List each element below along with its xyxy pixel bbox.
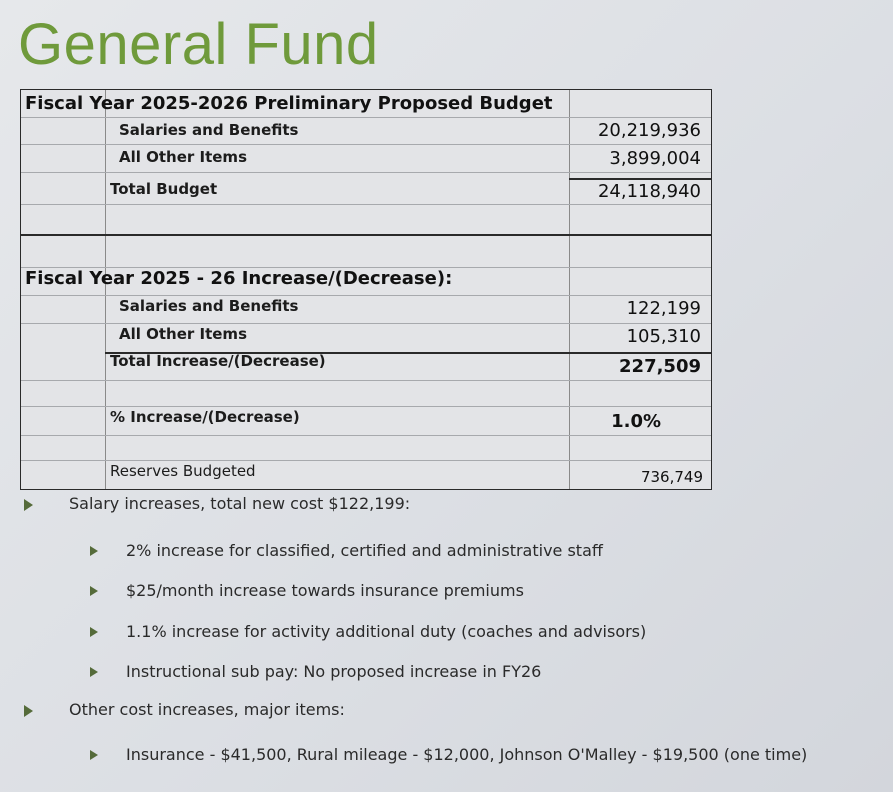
bullet-salary-increases: Salary increases, total new cost $122,199: xyxy=(69,494,411,513)
row-amount-reserves-budgeted: 736,749 xyxy=(640,468,703,486)
sub-bullet-activity-duty: 1.1% increase for activity additional duty (coaches and advisors) xyxy=(126,622,647,641)
sub-bullet-arrow-icon xyxy=(90,586,98,596)
sub-bullet-arrow-icon xyxy=(90,546,98,556)
row-amount-all-other-items: 3,899,004 xyxy=(609,148,701,169)
bullet-arrow-icon xyxy=(24,499,33,511)
page-title: General Fund xyxy=(18,12,379,77)
sub-bullet-arrow-icon xyxy=(90,667,98,677)
row-label-percent-increase: % Increase/(Decrease) xyxy=(110,408,300,426)
sub-bullet-major-items: Insurance - $41,500, Rural mileage - $12,000, Johnson O'Malley - $19,500 (one time) xyxy=(126,745,808,764)
row-label-all-other-items-increase: All Other Items xyxy=(119,325,247,343)
bullet-arrow-icon xyxy=(24,705,33,717)
row-amount-all-other-items-increase: 105,310 xyxy=(626,326,701,347)
row-label-reserves-budgeted: Reserves Budgeted xyxy=(110,462,256,480)
row-label-all-other-items: All Other Items xyxy=(119,148,247,166)
row-value-percent-increase: 1.0% xyxy=(611,411,661,432)
sub-bullet-staff-increase: 2% increase for classified, certified and administrative staff xyxy=(126,541,603,560)
row-label-total-increase: Total Increase/(Decrease) xyxy=(110,352,326,370)
bullet-other-cost-increases: Other cost increases, major items: xyxy=(69,700,345,719)
sub-bullet-arrow-icon xyxy=(90,750,98,760)
row-label-salaries-benefits-increase: Salaries and Benefits xyxy=(119,297,299,315)
row-label-salaries-benefits: Salaries and Benefits xyxy=(119,121,299,139)
sub-bullet-sub-pay: Instructional sub pay: No proposed increase in FY26 xyxy=(126,662,542,681)
row-amount-total-increase: 227,509 xyxy=(619,356,701,377)
section-heading-proposed-budget: Fiscal Year 2025-2026 Preliminary Proposed Budget xyxy=(25,93,553,114)
row-amount-total-budget: 24,118,940 xyxy=(597,181,701,202)
sub-bullet-arrow-icon xyxy=(90,627,98,637)
sub-bullet-insurance-premiums: $25/month increase towards insurance premiums xyxy=(126,581,524,600)
section-heading-increase-decrease: Fiscal Year 2025 - 26 Increase/(Decrease): xyxy=(25,268,453,289)
row-label-total-budget: Total Budget xyxy=(110,180,218,198)
row-amount-salaries-benefits-increase: 122,199 xyxy=(626,298,701,319)
row-amount-salaries-benefits: 20,219,936 xyxy=(597,120,701,141)
